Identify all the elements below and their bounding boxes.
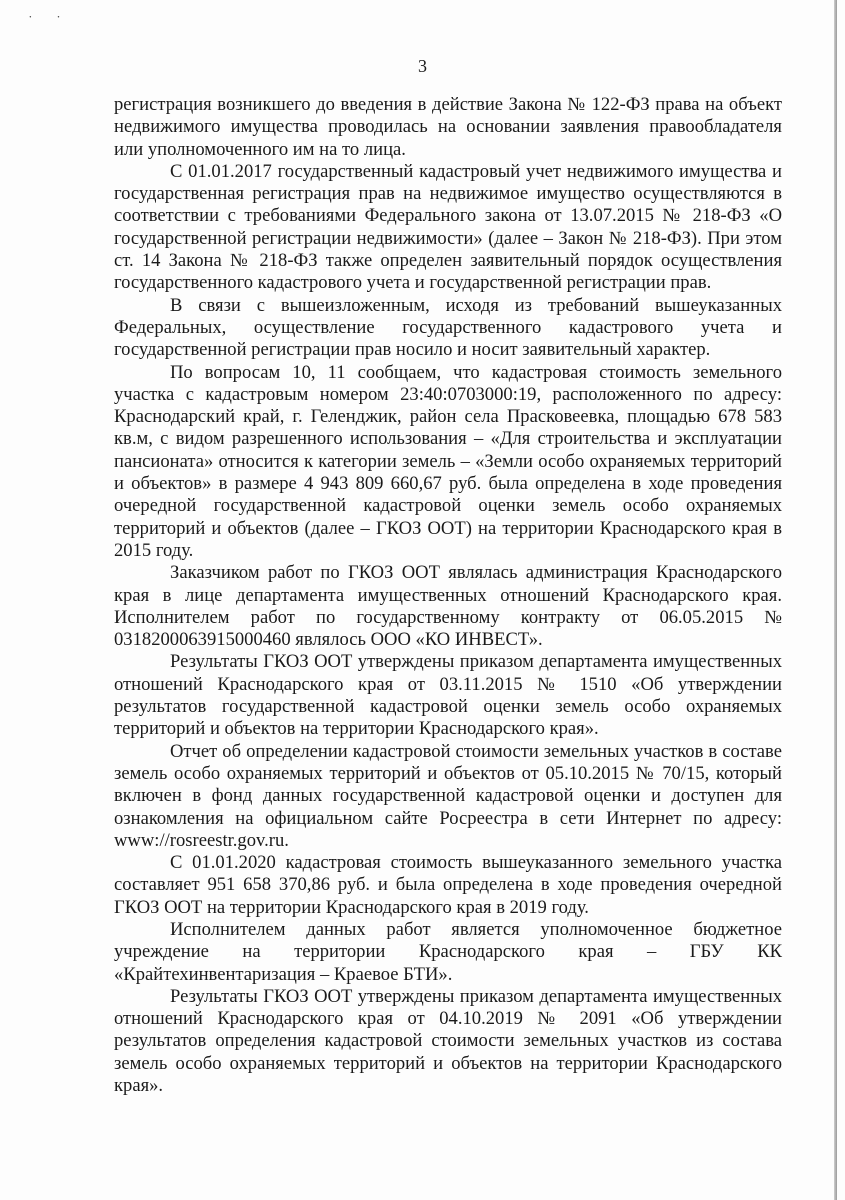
scan-marks: ˙ ˙: [28, 14, 71, 29]
paragraph-10: Результаты ГКОЗ ООТ утверждены приказом департамента имущественных отношений Краснодарского края от 04.10.2019 № 2091 «Об утверждении результатов определения кадастровой стоимости земельных участков из состава земель особо охраняемых территорий и объектов на территории Краснодарского края».: [114, 985, 782, 1097]
scan-edge: [834, 0, 837, 1200]
paragraph-3: В связи с вышеизложенным, исходя из требований вышеуказанных Федеральных, осуществление государственного кадастрового учета и государственной регистрации прав носило и носит заявительный характер.: [114, 294, 782, 361]
paragraph-5: Заказчиком работ по ГКОЗ ООТ являлась администрация Краснодарского края в лице департамента имущественных отношений Краснодарского края. Исполнителем работ по государственному контракту от 06.05.2015 № 0318200063915000460 являлось ООО «КО ИНВЕСТ».: [114, 562, 782, 651]
paragraph-6: Результаты ГКОЗ ООТ утверждены приказом департамента имущественных отношений Краснодарского края от 03.11.2015 № 1510 «Об утверждении результатов государственной кадастровой оценки земель особо охраняемых территорий и объектов на территории Краснодарского края».: [114, 651, 782, 740]
page-number: 3: [418, 56, 427, 76]
paragraph-7: Отчет об определении кадастровой стоимости земельных участков в составе земель особо охраняемых территорий и объектов от 05.10.2015 № 70/15, который включен в фонд данных государственной кадастровой оценки и доступен для ознакомления на официальном сайте Росреестра в сети Интернет по адресу: www://rosreestr.gov.ru.: [114, 740, 782, 851]
paragraph-2: С 01.01.2017 государственный кадастровый учет недвижимого имущества и государственная регистрация прав на недвижимое имущество осуществляются в соответствии с требованиями Федерального закона от 13.07.2015 № 218-ФЗ «О государственной регистрации недвижимости» (далее – Закон № 218-ФЗ). При этом ст. 14 Закона № 218-ФЗ также определен заявительный порядок осуществления государственного кадастрового учета и государственной регистрации прав.: [114, 160, 782, 294]
paragraph-4: По вопросам 10, 11 сообщаем, что кадастровая стоимость земельного участка с кадастровым номером 23:40:0703000:19, расположенного по адресу: Краснодарский край, г. Геленджик, район села Прасковеевка, площадью 678 583 кв.м, с видом разрешенного использования – «Для строительства и эксплуатации пансионата» относится к категории земель – «Земли особо охраняемых территорий и объектов» в размере 4 943 809 660,67 руб. была определена в ходе проведения очередной государственной кадастровой оценки земель особо охраняемых территорий и объектов (далее – ГКОЗ ООТ) на территории Краснодарского края в 2015 году.: [114, 361, 782, 561]
document-body: [114, 94, 782, 1097]
paragraph-1: регистрация возникшего до введения в действие Закона № 122-ФЗ права на объект недвижимого имущества проводилась на основании заявления правообладателя или уполномоченного им на то лица.: [114, 94, 782, 160]
paragraph-8: С 01.01.2020 кадастровая стоимость вышеуказанного земельного участка составляет 951 658 370,86 руб. и была определена в ходе проведения очередной ГКОЗ ООТ на территории Краснодарского края в 2019 году.: [114, 852, 782, 918]
paragraph-9: Исполнителем данных работ является уполномоченное бюджетное учреждение на территории Краснодарского края – ГБУ КК «Крайтехинвентаризация – Краевое БТИ».: [114, 918, 782, 985]
